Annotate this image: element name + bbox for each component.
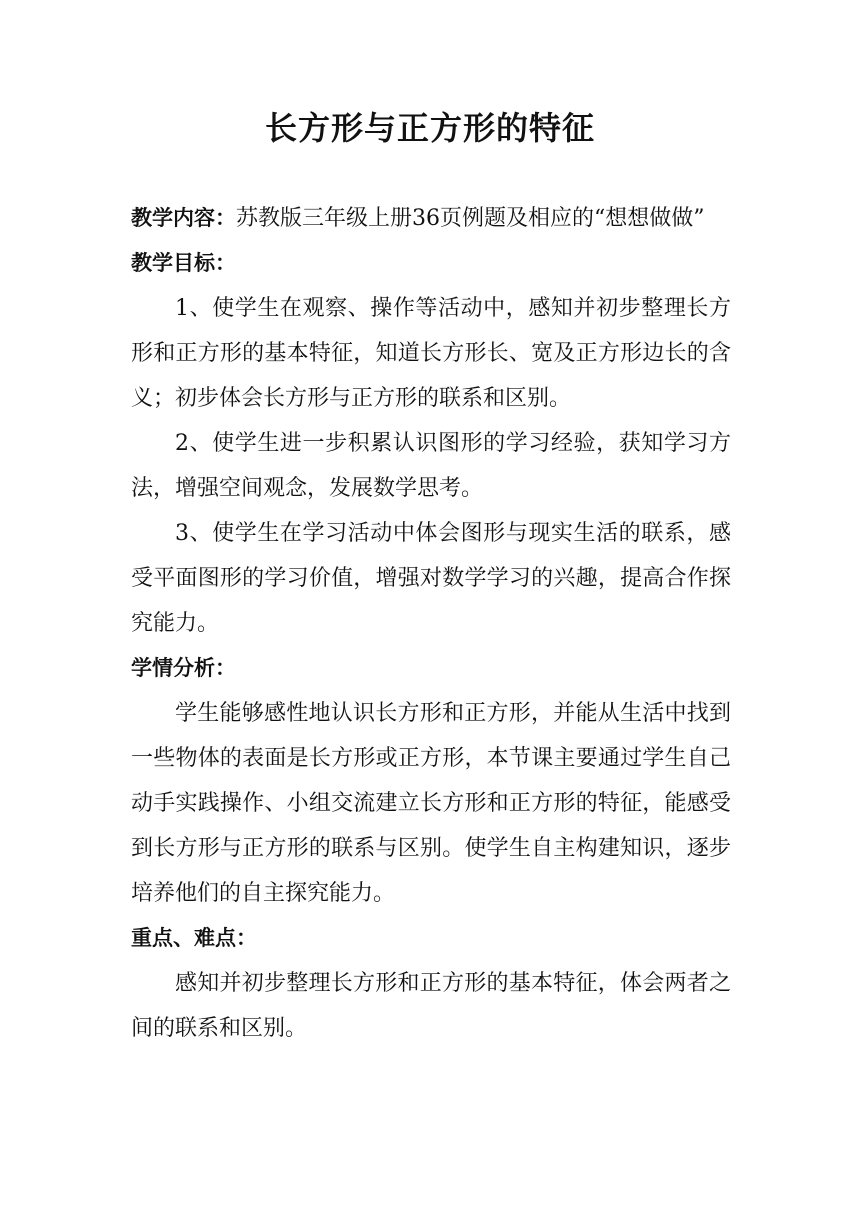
learning-analysis-text: 学生能够感性地认识长方形和正方形，并能从生活中找到一些物体的表面是长方形或正方形，本节课主要通过学生自己动手实践操作、小组交流建立长方形和正方形的特征，能感受到长方形与正方形的联系与区别。使学生自主构建知识，逐步培养他们的自主探究能力。: [131, 701, 731, 906]
key-points-text: 感知并初步整理长方形和正方形的基本特征，体会两者之间的联系和区别。: [131, 971, 731, 1041]
teaching-content-value: 苏教版三年级上册36页例题及相应的“想想做做”: [236, 206, 705, 231]
teaching-goal-2: 2、使学生进一步积累认识图形的学习经验，获知学习方法，增强空间观念，发展数学思考。: [131, 431, 731, 501]
teaching-goal-3: 3、使学生在学习活动中体会图形与现实生活的联系，感受平面图形的学习价值，增强对数学学习的兴趣，提高合作探究能力。: [131, 521, 731, 636]
document-body: [131, 196, 731, 1051]
learning-analysis-heading: 学情分析：: [131, 656, 236, 680]
teaching-goal-1: 1、使学生在观察、操作等活动中，感知并初步整理长方形和正方形的基本特征，知道长方形长、宽及正方形边长的含义；初步体会长方形与正方形的联系和区别。: [131, 296, 731, 411]
key-points-heading: 重点、难点：: [131, 926, 257, 950]
document-title: 长方形与正方形的特征: [264, 109, 595, 147]
teaching-goals-heading: 教学目标：: [131, 251, 236, 275]
teaching-content-label: 教学内容：: [131, 206, 236, 230]
teaching-content-row: [131, 196, 731, 241]
